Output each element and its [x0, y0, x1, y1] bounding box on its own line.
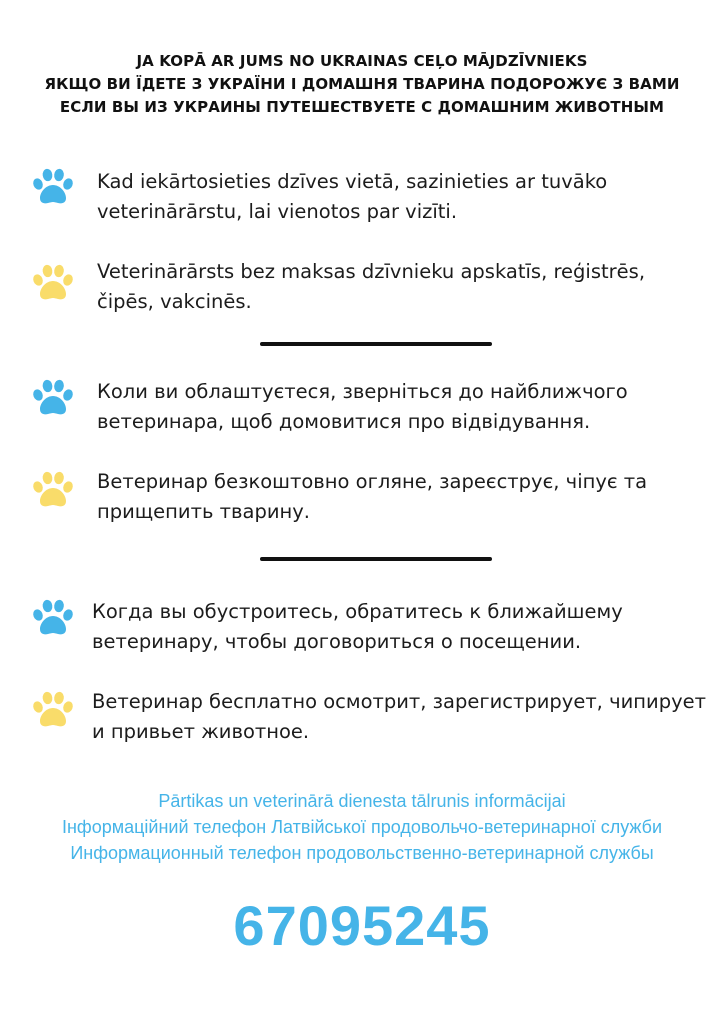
- header-line-lv: JA KOPĀ AR JUMS NO UKRAINAS CEĻO MĀJDZĪVNIEKS: [136, 52, 588, 70]
- info-item-uk-1: [30, 377, 700, 447]
- text-line: Ветеринар безкоштовно огляне, зареєструє, чіпує та: [97, 470, 648, 493]
- text-line: и привьет животное.: [92, 720, 310, 743]
- header-line-uk: ЯКЩО ВИ ЇДЕТЕ З УКРАЇНИ І ДОМАШНЯ ТВАРИНА ПОДОРОЖУЄ З ВАМИ: [44, 75, 680, 93]
- contact-line-lv: Pārtikas un veterinārā dienesta tālrunis informācijai: [158, 791, 566, 811]
- info-item-uk-2: [30, 467, 700, 537]
- info-item-text: [97, 257, 645, 317]
- info-item-ru-2: [30, 687, 706, 757]
- text-line: Veterinārārsts bez maksas dzīvnieku apskatīs, reģistrēs,: [97, 260, 646, 283]
- info-item-text: [97, 377, 628, 437]
- text-line: ветеринару, чтобы договориться о посещении.: [92, 630, 582, 653]
- text-line: Когда вы обустроитесь, обратитесь к ближайшему: [92, 600, 623, 623]
- text-line: Kad iekārtosieties dzīves vietā, sazinieties ar tuvāko: [97, 170, 608, 193]
- info-item-lv-2: [30, 257, 700, 327]
- info-item-text: [92, 687, 706, 747]
- paw-icon: [30, 263, 76, 303]
- contact-line-ru: Информационный телефон продовольственно-ветеринарной службы: [70, 843, 654, 863]
- text-line: veterinārārstu, lai vienotos par vizīti.: [97, 200, 458, 223]
- header-line-ru: ЕСЛИ ВЫ ИЗ УКРАИНЫ ПУТЕШЕСТВУЕТЕ С ДОМАШНИМ ЖИВОТНЫМ: [59, 98, 665, 116]
- info-item-text: [97, 167, 607, 227]
- paw-icon: [30, 378, 76, 418]
- section-divider: [260, 557, 492, 561]
- contact-line-uk: Інформаційний телефон Латвійської продовольчо-ветеринарної служби: [61, 817, 663, 837]
- contact-block: [0, 788, 724, 866]
- paw-icon: [30, 167, 76, 207]
- paw-icon: [30, 690, 76, 730]
- text-line: Коли ви облаштуєтеся, зверніться до найближчого: [97, 380, 628, 403]
- info-item-lv-1: [30, 167, 700, 237]
- phone-number[interactable]: 67095245: [233, 894, 491, 957]
- text-line: čipēs, vakcinēs.: [97, 290, 252, 313]
- info-item-text: [92, 597, 623, 657]
- paw-icon: [30, 598, 76, 638]
- paw-icon: [30, 470, 76, 510]
- section-divider: [260, 342, 492, 346]
- text-line: Ветеринар бесплатно осмотрит, зарегистрирует, чипирует: [92, 690, 706, 713]
- text-line: ветеринара, щоб домовитися про відвідування.: [97, 410, 591, 433]
- info-item-text: [97, 467, 647, 527]
- header: [0, 50, 724, 119]
- info-item-ru-1: [30, 597, 700, 667]
- text-line: прищепить тварину.: [97, 500, 310, 523]
